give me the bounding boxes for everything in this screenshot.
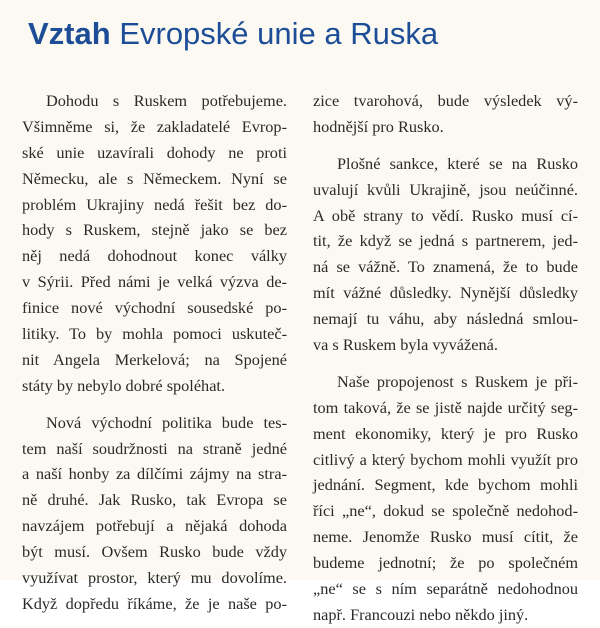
- text-line: v Sýrii. Před námi je velká výzva de-: [22, 272, 287, 292]
- text-line: a naší honby za dílčími zájmy na stra-: [22, 464, 287, 484]
- text-line: budeme jednotní; že po společném: [313, 553, 578, 573]
- right-column: [313, 88, 578, 628]
- text-line: jednání. Segment, kde bychom mohli: [313, 475, 578, 495]
- text-line: tem naší soudržnosti na straně jedné: [22, 438, 287, 458]
- text-line: tit, že když se jedná s partnerem, jed-: [313, 231, 578, 251]
- text-line: ně druhé. Jak Rusko, tak Evropa se: [22, 490, 287, 510]
- text-line: zice tvarohová, bude výsledek vý-: [313, 91, 578, 110]
- text-line: navzájem potřebují a nějaká dohoda: [22, 516, 287, 536]
- text-line: problém Ukrajiny nedá řešit bez do-: [22, 194, 287, 214]
- text-line: ment ekonomiky, který je pro Rusko: [313, 423, 578, 443]
- paragraph: [22, 88, 287, 399]
- text-line: být musí. Ovšem Rusko bude vždy: [22, 542, 287, 562]
- text-line: nit Angela Merkelová; na Spojené: [22, 349, 287, 369]
- text-line: citlivý a který bychom mohli využít pro: [313, 449, 578, 469]
- text-line: Naše propojenost s Ruskem je při-: [337, 371, 578, 391]
- text-line: ské unie uzavírali dohody ne proti: [22, 142, 287, 162]
- title-bold: Vztah: [28, 16, 111, 51]
- paragraph: [313, 369, 578, 628]
- title-rest: Evropské unie a Ruska: [119, 16, 439, 51]
- text-line: tom taková, že se jistě najde určitý seg-: [313, 397, 578, 417]
- text-line: říci „ne“, dokud se společně nedohod-: [313, 501, 578, 521]
- paragraph: [313, 88, 578, 140]
- text-line: Všimněme si, že zakladatelé Evrop-: [22, 116, 287, 136]
- text-line: va s Ruskem byla vyvážená.: [313, 335, 498, 355]
- text-line: něj nedá dohodnout konec války: [22, 246, 287, 266]
- text-line: hodnější pro Rusko.: [313, 116, 444, 136]
- paragraph: [22, 410, 287, 617]
- text-line: mít vážné důsledky. Nynější důsledky: [313, 283, 578, 303]
- text-line: litiky. To by mohla pomoci uskuteč-: [22, 324, 287, 344]
- text-line: státy by nebylo dobré spoléhat.: [22, 375, 226, 395]
- paragraph: [313, 151, 578, 358]
- text-line: Když dopředu říkáme, že je naše po-: [22, 593, 287, 613]
- text-line: A obě strany to vědí. Rusko musí cí-: [313, 205, 578, 225]
- text-line: Nová východní politika bude tes-: [46, 412, 287, 432]
- text-line: Německu, ale s Německem. Nyní se: [22, 168, 287, 188]
- text-line: uvalují kvůli Ukrajině, jsou neúčinné.: [313, 179, 578, 199]
- text-line: hody s Ruskem, stejně jako se bez: [22, 220, 287, 240]
- text-line: „ne“ se s ním separátně nedohodnou: [313, 579, 578, 599]
- text-line: nemají tu váhu, aby následná smlou-: [313, 309, 578, 329]
- text-line: neme. Jenomže Rusko musí cítit, že: [313, 527, 578, 547]
- text-line: využívat prostor, který mu dovolíme.: [22, 568, 287, 588]
- text-line: finice nové východní sousedské po-: [22, 298, 287, 318]
- text-line: Plošné sankce, které se na Rusko: [337, 153, 578, 173]
- text-line: Dohodu s Ruskem potřebujeme.: [46, 91, 287, 110]
- article-title: [28, 14, 438, 54]
- text-line: ná se vážně. To znamená, že to bude: [313, 257, 578, 277]
- text-line: např. Francouzi nebo někdo jiný.: [313, 604, 529, 624]
- left-column: [22, 88, 287, 617]
